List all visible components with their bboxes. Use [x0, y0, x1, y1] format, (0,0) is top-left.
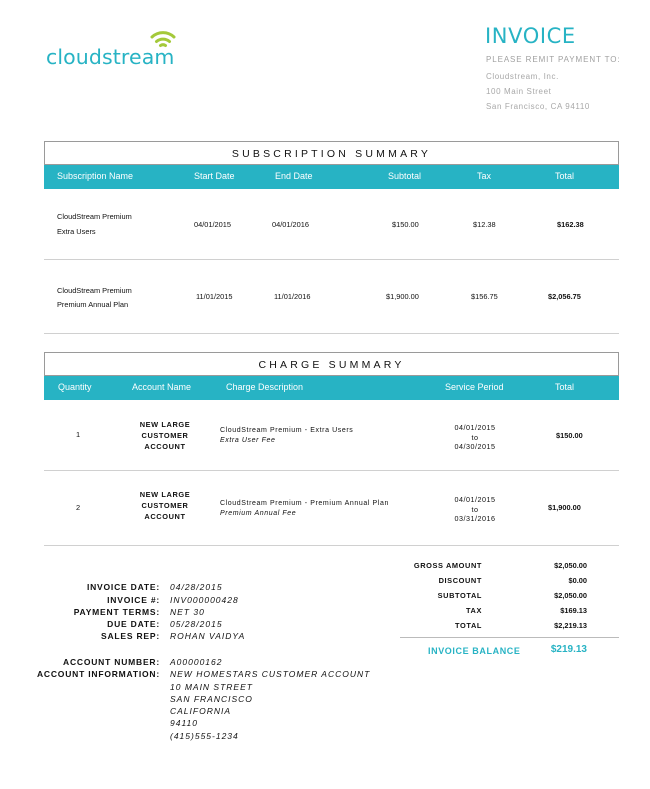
- subtotal: $150.00: [392, 220, 419, 229]
- remit-line: 100 Main Street: [486, 87, 552, 96]
- subscription-summary-heading: [44, 141, 619, 165]
- service-period: [443, 423, 507, 452]
- subtotal: $1,900.00: [386, 292, 419, 301]
- charge-total: $1,900.00: [548, 503, 581, 512]
- account-name: [125, 490, 205, 522]
- subscription-plan: Premium Annual Plan: [57, 300, 129, 309]
- tax-label: TAX: [465, 606, 482, 615]
- column-header: Total: [555, 171, 575, 181]
- subscription-name: CloudStream Premium: [57, 212, 132, 221]
- company-logo: [46, 28, 186, 70]
- charge-description: [220, 499, 389, 519]
- sales-rep: ROHAN VAIDYA: [170, 631, 246, 641]
- column-header: Start Date: [194, 171, 235, 181]
- account-address-line: NEW HOMESTARS CUSTOMER ACCOUNT: [170, 669, 371, 679]
- due-date: 05/28/2015: [170, 619, 223, 629]
- subtotal-label: SUBTOTAL: [437, 591, 482, 600]
- period-start: 04/01/2015: [454, 423, 496, 432]
- account-number-label: ACCOUNT NUMBER:: [63, 657, 160, 667]
- charge-summary-heading: [44, 352, 619, 376]
- remit-line: Cloudstream, Inc.: [486, 72, 559, 81]
- section-title: SUBSCRIPTION SUMMARY: [231, 148, 432, 160]
- total: $2,219.13: [554, 621, 587, 630]
- invoice-balance: $219.13: [550, 644, 587, 655]
- subscription-name: CloudStream Premium: [57, 286, 132, 295]
- column-header: Quantity: [58, 382, 92, 392]
- period-separator: to: [471, 432, 479, 442]
- row-divider: [44, 333, 619, 334]
- column-header: End Date: [275, 171, 313, 181]
- account-information-label: ACCOUNT INFORMATION:: [36, 669, 160, 679]
- period-start: 04/01/2015: [454, 495, 496, 504]
- charge-description-text: CloudStream Premium - Premium Annual Plan: [220, 500, 389, 507]
- account-number: A00000162: [170, 657, 223, 667]
- tax: $156.75: [471, 292, 498, 301]
- account-name: [125, 420, 205, 452]
- total: $2,056.75: [548, 292, 581, 301]
- period-separator: to: [471, 504, 479, 514]
- gross-amount: $2,050.00: [554, 561, 587, 570]
- charge-description-text: CloudStream Premium - Extra Users: [220, 427, 354, 434]
- column-header: Charge Description: [226, 382, 304, 392]
- start-date: 04/01/2015: [194, 220, 231, 229]
- discount: $0.00: [568, 576, 587, 585]
- column-header: Service Period: [445, 382, 504, 392]
- start-date: 11/01/2015: [196, 292, 233, 301]
- account-name-line: NEW LARGE: [139, 490, 191, 499]
- charge-table-header: [44, 376, 619, 400]
- total: $162.38: [557, 220, 584, 229]
- column-header: Account Name: [132, 382, 192, 392]
- fee-name: Premium Annual Fee: [220, 510, 297, 517]
- remit-line: San Francisco, CA 94110: [486, 102, 590, 111]
- column-header: Tax: [477, 171, 492, 181]
- account-name-line: CUSTOMER: [141, 500, 189, 510]
- column-header: Subscription Name: [57, 171, 134, 181]
- end-date: 04/01/2016: [272, 220, 309, 229]
- discount-label: DISCOUNT: [438, 576, 482, 585]
- row-divider: [44, 470, 619, 471]
- subscription-plan: Extra Users: [57, 227, 96, 236]
- remit-label: PLEASE REMIT PAYMENT TO:: [486, 55, 621, 64]
- tax: $12.38: [473, 220, 496, 229]
- invoice-number: INV000000428: [170, 595, 239, 605]
- invoice-date: 04/28/2015: [170, 582, 223, 592]
- invoice-date-label: INVOICE DATE:: [86, 582, 160, 592]
- service-period: [443, 495, 507, 524]
- account-address-line: (415)555-1234: [170, 731, 239, 741]
- subtotal: $2,050.00: [554, 591, 587, 600]
- period-end: 03/31/2016: [454, 514, 496, 523]
- fee-name: Extra User Fee: [220, 437, 276, 444]
- account-address-line: CALIFORNIA: [170, 706, 232, 716]
- balance-divider: [400, 637, 619, 638]
- tax: $169.13: [560, 606, 587, 615]
- account-name-line: CUSTOMER: [141, 430, 189, 440]
- charge-total: $150.00: [556, 431, 583, 440]
- due-date-label: DUE DATE:: [107, 619, 160, 629]
- period-end: 04/30/2015: [454, 442, 496, 451]
- logo-wordmark: cloudstream: [46, 45, 175, 69]
- invoice-title: INVOICE: [485, 24, 576, 48]
- section-title: CHARGE SUMMARY: [258, 359, 405, 371]
- account-name-line: ACCOUNT: [144, 441, 186, 451]
- row-divider: [44, 259, 619, 260]
- total-label: TOTAL: [455, 621, 482, 630]
- quantity: 2: [76, 503, 81, 512]
- sales-rep-label: SALES REP:: [100, 631, 160, 641]
- column-header: Subtotal: [388, 171, 422, 181]
- end-date: 11/01/2016: [274, 292, 311, 301]
- gross-amount-label: GROSS AMOUNT: [413, 561, 482, 570]
- account-name-line: NEW LARGE: [139, 420, 191, 429]
- payment-terms: NET 30: [170, 607, 205, 617]
- invoice-balance-label: INVOICE BALANCE: [428, 646, 521, 656]
- invoice-number-label: INVOICE #:: [107, 595, 160, 605]
- column-header: Total: [555, 382, 575, 392]
- account-address-line: SAN FRANCISCO: [170, 694, 253, 704]
- account-address-line: 10 MAIN STREET: [170, 682, 253, 692]
- row-divider: [44, 545, 619, 546]
- account-address-line: 94110: [170, 718, 199, 728]
- charge-description: [220, 426, 353, 446]
- payment-terms-label: PAYMENT TERMS:: [73, 607, 160, 617]
- account-name-line: ACCOUNT: [144, 511, 186, 521]
- quantity: 1: [76, 430, 81, 439]
- subscription-table-header: [44, 165, 619, 189]
